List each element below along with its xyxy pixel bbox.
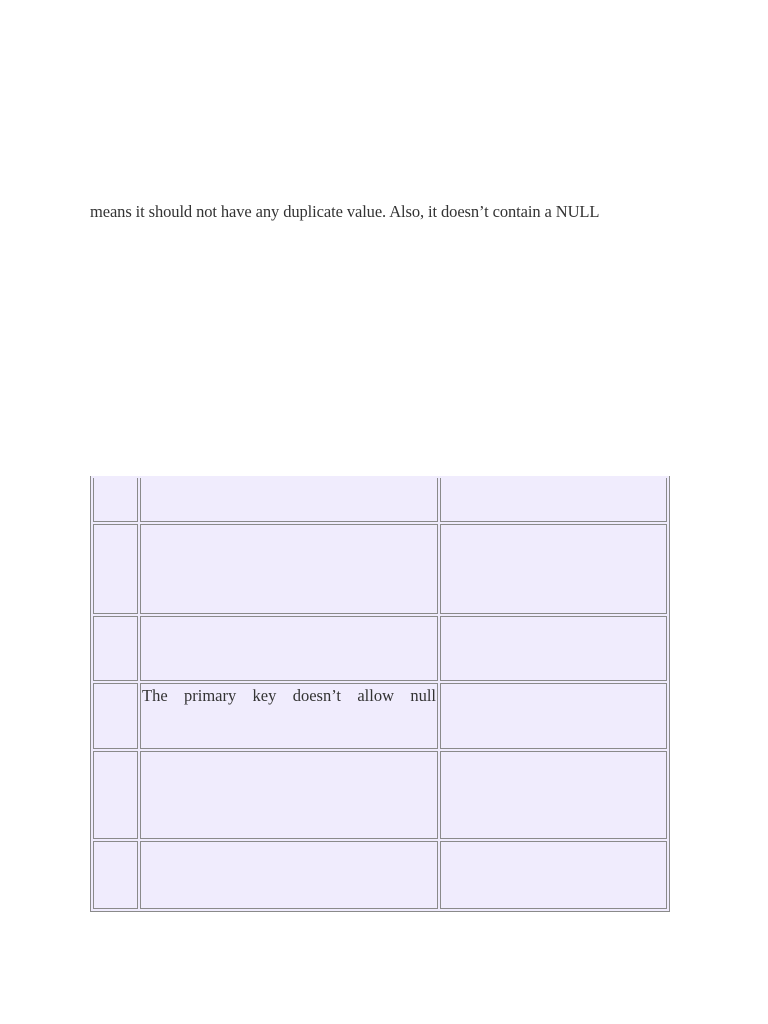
table-cell	[140, 478, 438, 522]
table-cell	[140, 524, 438, 614]
table-cell	[440, 478, 667, 522]
table-row	[93, 751, 667, 839]
table-row	[93, 683, 667, 749]
table-cell	[140, 751, 438, 839]
table-cell: The primary key doesn’t allow null	[140, 683, 438, 749]
table-cell	[140, 616, 438, 681]
table-row	[93, 524, 667, 614]
table-cell	[440, 524, 667, 614]
table-row	[93, 841, 667, 909]
table-cell	[93, 751, 138, 839]
table-row	[93, 478, 667, 522]
paragraph-line: means it should not have any duplicate value. Also, it doesn’t contain a NULL	[90, 202, 600, 221]
table-cell	[440, 841, 667, 909]
table-cell	[93, 616, 138, 681]
table-cell	[440, 616, 667, 681]
table-cell	[440, 683, 667, 749]
table-cell	[93, 478, 138, 522]
comparison-table-container	[90, 476, 670, 916]
table-cell	[140, 841, 438, 909]
table-cell	[93, 524, 138, 614]
table-cell	[93, 683, 138, 749]
table-row	[93, 616, 667, 681]
table-cell	[93, 841, 138, 909]
table-cell	[440, 751, 667, 839]
comparison-table	[90, 476, 670, 912]
